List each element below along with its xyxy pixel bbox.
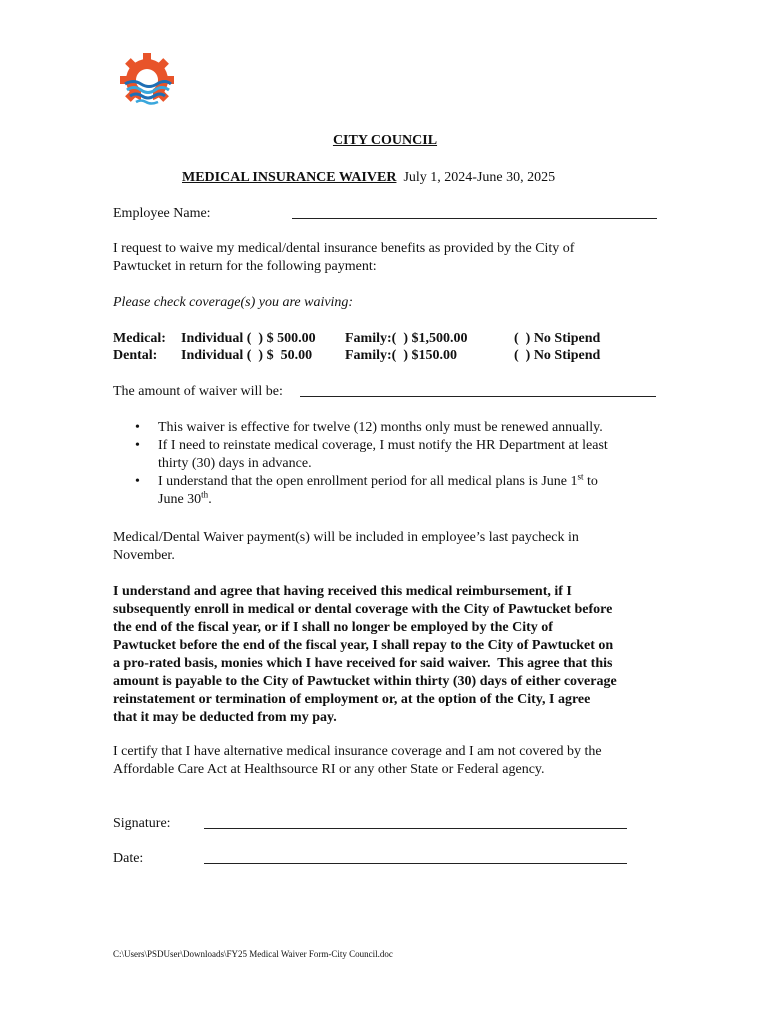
medical-no-stipend-option[interactable]: ( ) No Stipend (514, 331, 601, 346)
employee-name-field[interactable] (292, 218, 657, 219)
agreement-line: the end of the fiscal year, or if I shall no longer be employed by the City of (113, 620, 553, 635)
list-item: • This waiver is effective for twelve (12) months only must be renewed annually. (113, 419, 673, 437)
signature-field[interactable] (204, 828, 627, 829)
check-prompt: Please check coverage(s) you are waiving: (113, 295, 354, 310)
certify-text-line-1: I certify that I have alternative medical insurance coverage and I am not covered by the (113, 744, 602, 759)
agreement-line: a pro-rated basis, monies which I have received for said waiver. This agree that this (113, 656, 613, 671)
medical-label: Medical: (113, 331, 166, 346)
medical-family-option[interactable]: Family:( ) $1,500.00 (345, 331, 468, 346)
dental-individual-option[interactable]: Individual ( ) $ 50.00 (181, 348, 313, 363)
conditions-list (113, 419, 673, 509)
agreement-paragraph (113, 583, 617, 727)
request-text-line-1: I request to waive my medical/dental insurance benefits as provided by the City of (113, 241, 575, 256)
city-seal-logo-icon (119, 52, 175, 110)
agreement-line: amount is payable to the City of Pawtucket within thirty (30) days of either coverage (113, 674, 617, 689)
payment-text-line-2: November. (113, 548, 175, 563)
page-title: CITY COUNCIL (332, 133, 438, 148)
medical-individual-option[interactable]: Individual ( ) $ 500.00 (181, 331, 316, 346)
employee-name-label: Employee Name: (113, 206, 211, 221)
certify-text-line-2: Affordable Care Act at Healthsource RI or any other State or Federal agency. (113, 762, 545, 777)
form-period: July 1, 2024-June 30, 2025 (403, 170, 556, 185)
list-item: • I understand that the open enrollment period for all medical plans is June 1st to June 30th. (113, 473, 673, 509)
signature-label: Signature: (113, 816, 171, 831)
agreement-line: Pawtucket before the end of the fiscal year, I shall repay to the City of Pawtucket on (113, 638, 614, 653)
agreement-line: that it may be deducted from my pay. (113, 710, 337, 725)
date-label: Date: (113, 851, 144, 866)
payment-text-line-1: Medical/Dental Waiver payment(s) will be included in employee’s last paycheck in (113, 530, 579, 545)
request-text-line-2: Pawtucket in return for the following payment: (113, 259, 377, 274)
form-heading (182, 169, 555, 187)
waiver-amount-field[interactable] (300, 396, 656, 397)
dental-label: Dental: (113, 348, 158, 363)
agreement-line: subsequently enroll in medical or dental coverage with the City of Pawtucket before (113, 602, 613, 617)
file-path-footer: C:\Users\PSDUser\Downloads\FY25 Medical Waiver Form-City Council.doc (113, 949, 393, 959)
agreement-line: I understand and agree that having received this medical reimbursement, if I (113, 584, 572, 599)
agreement-line: reinstatement or termination of employment or, at the option of the City, I agree (113, 692, 591, 707)
dental-no-stipend-option[interactable]: ( ) No Stipend (514, 348, 601, 363)
form-name: MEDICAL INSURANCE WAIVER (182, 170, 397, 185)
dental-family-option[interactable]: Family:( ) $150.00 (345, 348, 457, 363)
date-field[interactable] (204, 863, 627, 864)
list-item: • If I need to reinstate medical coverage, I must notify the HR Department at least thirty (30) days in advance. (113, 437, 673, 473)
waiver-amount-label: The amount of waiver will be: (113, 384, 283, 399)
